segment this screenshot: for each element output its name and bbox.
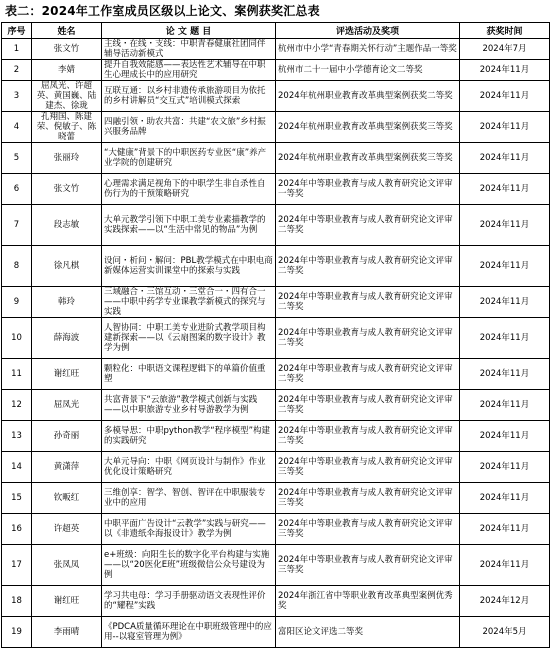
cell-topic: 颗粒化：中职语文课程逻辑下的单篇价值重塑 — [102, 359, 276, 390]
cell-name: 韩玲 — [32, 287, 102, 318]
cell-time: 2024年11月 — [460, 483, 550, 514]
table-row — [2, 81, 550, 112]
cell-award: 2024年浙江省中等职业教育改革典型案例优秀奖 — [276, 586, 460, 617]
cell-topic: 共富背景下“云旅游”教学模式创新与实践——以中职旅游专业乡村导游教学为例 — [102, 390, 276, 421]
cell-time: 2024年11月 — [460, 174, 550, 205]
cell-no: 12 — [2, 390, 32, 421]
cell-award: 杭州市中小学“青春期关怀行动”主题作品一等奖 — [276, 39, 460, 60]
cell-name: 薛海波 — [32, 318, 102, 359]
cell-name: 张丽玲 — [32, 143, 102, 174]
cell-time: 2024年11月 — [460, 452, 550, 483]
cell-award: 2024年杭州职业教育改革典型案例获奖二等奖 — [276, 81, 460, 112]
cell-time: 2024年11月 — [460, 143, 550, 174]
cell-award: 2024年中等职业教育与成人教育研究论文评审三等奖 — [276, 514, 460, 545]
cell-name: 李雨晴 — [32, 617, 102, 648]
cell-name: 黄潇萍 — [32, 452, 102, 483]
cell-name: 谢红旺 — [32, 359, 102, 390]
header-award: 评选活动及奖项 — [276, 23, 460, 39]
cell-name: 孔翔国、陈建荣、倪敏子、陈晓蕾 — [32, 112, 102, 143]
cell-topic: 多模导思：中职python教学“程序模型”构建的实践研究 — [102, 421, 276, 452]
cell-no: 13 — [2, 421, 32, 452]
cell-time: 2024年11月 — [460, 112, 550, 143]
cell-name: 张文竹 — [32, 174, 102, 205]
table-row — [2, 39, 550, 60]
cell-award: 2024年中等职业教育与成人教育研究论文评审二等奖 — [276, 205, 460, 246]
cell-time: 2024年5月 — [460, 617, 550, 648]
cell-time: 2024年11月 — [460, 318, 550, 359]
cell-award: 2024年中等职业教育与成人教育研究论文评审三等奖 — [276, 452, 460, 483]
cell-no: 5 — [2, 143, 32, 174]
cell-award: 2024年中等职业教育与成人教育研究论文评审三等奖 — [276, 545, 460, 586]
cell-award: 2024年中等职业教育与成人教育研究论文评审二等奖 — [276, 246, 460, 287]
table-row — [2, 483, 550, 514]
cell-time: 2024年11月 — [460, 205, 550, 246]
cell-no: 15 — [2, 483, 32, 514]
table-body — [2, 39, 550, 648]
cell-name: 张文竹 — [32, 39, 102, 60]
cell-time: 2024年11月 — [460, 60, 550, 81]
table-row — [2, 586, 550, 617]
cell-no: 4 — [2, 112, 32, 143]
cell-award: 2024年杭州职业教育改革典型案例获奖三等奖 — [276, 143, 460, 174]
cell-no: 1 — [2, 39, 32, 60]
cell-topic: 心理需求满足视角下的中职学生非自杀性自伤行为的干预策略研究 — [102, 174, 276, 205]
cell-name: 屈凤光 — [32, 390, 102, 421]
table-row — [2, 452, 550, 483]
table-row — [2, 174, 550, 205]
table-row — [2, 617, 550, 648]
cell-award: 2024年中等职业教育与成人教育研究论文评审二等奖 — [276, 421, 460, 452]
cell-award: 2024年中等职业教育与成人教育研究论文评审一等奖 — [276, 174, 460, 205]
table-row — [2, 246, 550, 287]
cell-time: 2024年11月 — [460, 359, 550, 390]
cell-time: 2024年11月 — [460, 287, 550, 318]
cell-no: 18 — [2, 586, 32, 617]
cell-topic: 大单元教学引领下中职工美专业素描教学的实践探索——以“生活中常见的物品”为例 — [102, 205, 276, 246]
cell-no: 2 — [2, 60, 32, 81]
cell-name: 钦畈红 — [32, 483, 102, 514]
cell-no: 10 — [2, 318, 32, 359]
cell-topic: 人智协同：中职工美专业进阶式教学项目构建新探索——以《云扇图案的数字设计》教学为例 — [102, 318, 276, 359]
cell-award: 2024年中等职业教育与成人教育研究论文评审二等奖 — [276, 390, 460, 421]
cell-name: 张凤凤 — [32, 545, 102, 586]
cell-topic: 学习共电母：学习手册驱动语文表现性评价的“耀程”实践 — [102, 586, 276, 617]
cell-no: 7 — [2, 205, 32, 246]
cell-time: 2024年12月 — [460, 586, 550, 617]
header-name: 姓名 — [32, 23, 102, 39]
cell-no: 3 — [2, 81, 32, 112]
cell-no: 14 — [2, 452, 32, 483]
table-row — [2, 60, 550, 81]
cell-no: 16 — [2, 514, 32, 545]
cell-topic: 主线・在线・支线：中职青春健康社团同伴辅导活动新模式 — [102, 39, 276, 60]
table-row — [2, 545, 550, 586]
table-row — [2, 143, 550, 174]
table-row — [2, 205, 550, 246]
cell-topic: “大健康”背景下的中职医药专业医“康”养产业学院的创建研究 — [102, 143, 276, 174]
table-header-row — [2, 23, 550, 39]
cell-name: 李婧 — [32, 60, 102, 81]
cell-time: 2024年7月 — [460, 39, 550, 60]
cell-topic: 三域融合・三馆互动・三堂合一・四有合一——中职中药学专业课教学新模式的探究与实践 — [102, 287, 276, 318]
cell-topic: 提升自我效能感——表达性艺术辅导在中职生心理成长中的应用研究 — [102, 60, 276, 81]
awards-table — [1, 22, 550, 648]
cell-topic: 四融引领・助农共富：共建“农文旅”乡村振兴服务品牌 — [102, 112, 276, 143]
cell-no: 6 — [2, 174, 32, 205]
table-row — [2, 421, 550, 452]
cell-name: 谢红旺 — [32, 586, 102, 617]
cell-topic: e+班级：向阳生长的数字化平台构建与实施 ——以“20医化E班”班级微信公众号建设为例 — [102, 545, 276, 586]
cell-award: 富阳区论文评选二等奖 — [276, 617, 460, 648]
cell-award: 2024年中等职业教育与成人教育研究论文评审二等奖 — [276, 287, 460, 318]
cell-award: 杭州市二十一届中小学德育论文二等奖 — [276, 60, 460, 81]
cell-name: 段志敏 — [32, 205, 102, 246]
table-row — [2, 318, 550, 359]
cell-time: 2024年11月 — [460, 514, 550, 545]
cell-name: 许超英 — [32, 514, 102, 545]
cell-time: 2024年11月 — [460, 421, 550, 452]
table-row — [2, 359, 550, 390]
cell-award: 2024年中等职业教育与成人教育研究论文评审三等奖 — [276, 483, 460, 514]
cell-no: 11 — [2, 359, 32, 390]
cell-topic: 中职平面广告设计“云教学”实践与研究——以《非遗纸伞海报设计》教学为例 — [102, 514, 276, 545]
cell-no: 19 — [2, 617, 32, 648]
cell-time: 2024年11月 — [460, 545, 550, 586]
table-row — [2, 390, 550, 421]
header-time: 获奖时间 — [460, 23, 550, 39]
table-row — [2, 112, 550, 143]
cell-award: 2024年杭州职业教育改革典型案例获奖三等奖 — [276, 112, 460, 143]
cell-award: 2024年中等职业教育与成人教育研究论文评审二等奖 — [276, 318, 460, 359]
cell-name: 徐凡棋 — [32, 246, 102, 287]
cell-time: 2024年11月 — [460, 81, 550, 112]
header-no: 序号 — [2, 23, 32, 39]
cell-award: 2024年中等职业教育与成人教育研究论文评审二等奖 — [276, 359, 460, 390]
table-row — [2, 287, 550, 318]
cell-no: 9 — [2, 287, 32, 318]
cell-time: 2024年11月 — [460, 246, 550, 287]
cell-topic: 三维创享：智学、智创、智评在中职服装专业中的应用 — [102, 483, 276, 514]
cell-topic: 设问・析问・解问：PBL教学模式在中职电商新媒体运营实训课堂中的探索与实践 — [102, 246, 276, 287]
header-topic: 论 文 题 目 — [102, 23, 276, 39]
cell-topic: 《PDCA质量循环理论在中职班级管理中的应用--以寝室管理为例》 — [102, 617, 276, 648]
cell-no: 17 — [2, 545, 32, 586]
cell-time: 2024年11月 — [460, 390, 550, 421]
cell-topic: 互联互通：以乡村非遗传承旅游项目为依托的乡村讲解员“交互式”培训模式探索 — [102, 81, 276, 112]
table-row — [2, 514, 550, 545]
cell-no: 8 — [2, 246, 32, 287]
cell-name: 屈凤光、许超英、黄国巍、陆建杰、徐珑 — [32, 81, 102, 112]
cell-topic: 大单元导向：中职《网页设计与制作》作业优化设计策略研究 — [102, 452, 276, 483]
page-title: 表二：2024年工作室成员区级以上论文、案例获奖汇总表 — [5, 4, 320, 18]
cell-name: 孙奇丽 — [32, 421, 102, 452]
